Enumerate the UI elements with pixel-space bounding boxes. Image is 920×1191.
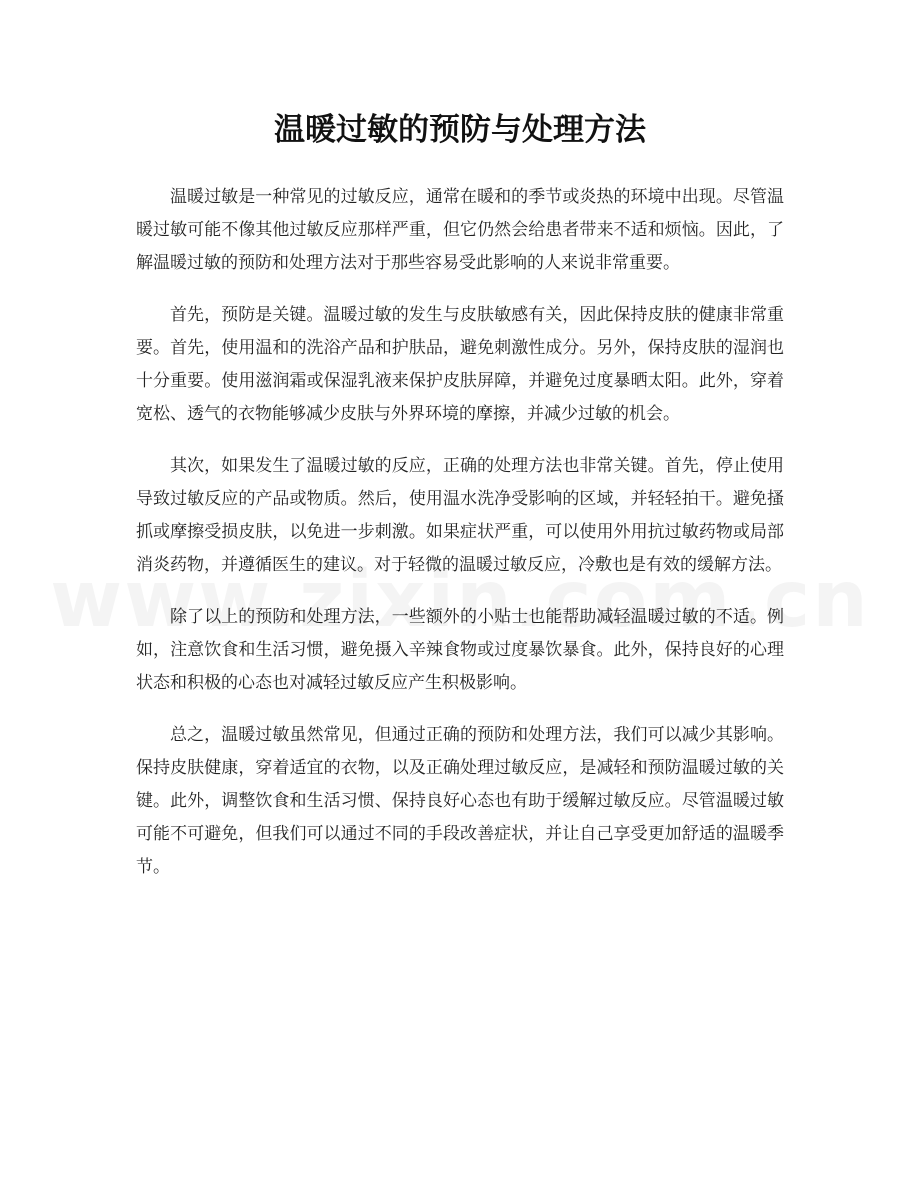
paragraph-intro: 温暖过敏是一种常见的过敏反应，通常在暖和的季节或炎热的环境中出现。尽管温暖过敏可能不像其他过敏反应那样严重，但它仍然会给患者带来不适和烦恼。因此，了解温暖过敏的预防和处理方法对于那些容易受此影响的人来说非常重要。 (136, 187, 784, 273)
paragraph-tips: 除了以上的预防和处理方法，一些额外的小贴士也能帮助减轻温暖过敏的不适。例如，注意饮食和生活习惯，避免摄入辛辣食物或过度暴饮暴食。此外，保持良好的心理状态和积极的心态也对减轻过敏反应产生积极影响。 (136, 607, 784, 693)
document-body (136, 181, 784, 903)
paragraph-prevention: 首先，预防是关键。温暖过敏的发生与皮肤敏感有关，因此保持皮肤的健康非常重要。首先，使用温和的洗浴产品和护肤品，避免刺激性成分。另外，保持皮肤的湿润也十分重要。使用滋润霜或保湿乳液来保护皮肤屏障，并避免过度暴晒太阳。此外，穿着宽松、透气的衣物能够减少皮肤与外界环境的摩擦，并减少过敏的机会。 (136, 305, 784, 424)
paragraph-conclusion: 总之，温暖过敏虽然常见，但通过正确的预防和处理方法，我们可以减少其影响。保持皮肤健康，穿着适宜的衣物，以及正确处理过敏反应，是减轻和预防温暖过敏的关键。此外，调整饮食和生活习惯、保持良好心态也有助于缓解过敏反应。尽管温暖过敏可能不可避免，但我们可以通过不同的手段改善症状，并让自己享受更加舒适的温暖季节。 (136, 725, 784, 877)
document-title: 温暖过敏的预防与处理方法 (274, 112, 646, 148)
paragraph-treatment: 其次，如果发生了温暖过敏的反应，正确的处理方法也非常关键。首先，停止使用导致过敏反应的产品或物质。然后，使用温水洗净受影响的区域，并轻轻拍干。避免搔抓或摩擦受损皮肤，以免进一步刺激。如果症状严重，可以使用外用抗过敏药物或局部消炎药物，并遵循医生的建议。对于轻微的温暖过敏反应，冷敷也是有效的缓解方法。 (136, 456, 784, 575)
